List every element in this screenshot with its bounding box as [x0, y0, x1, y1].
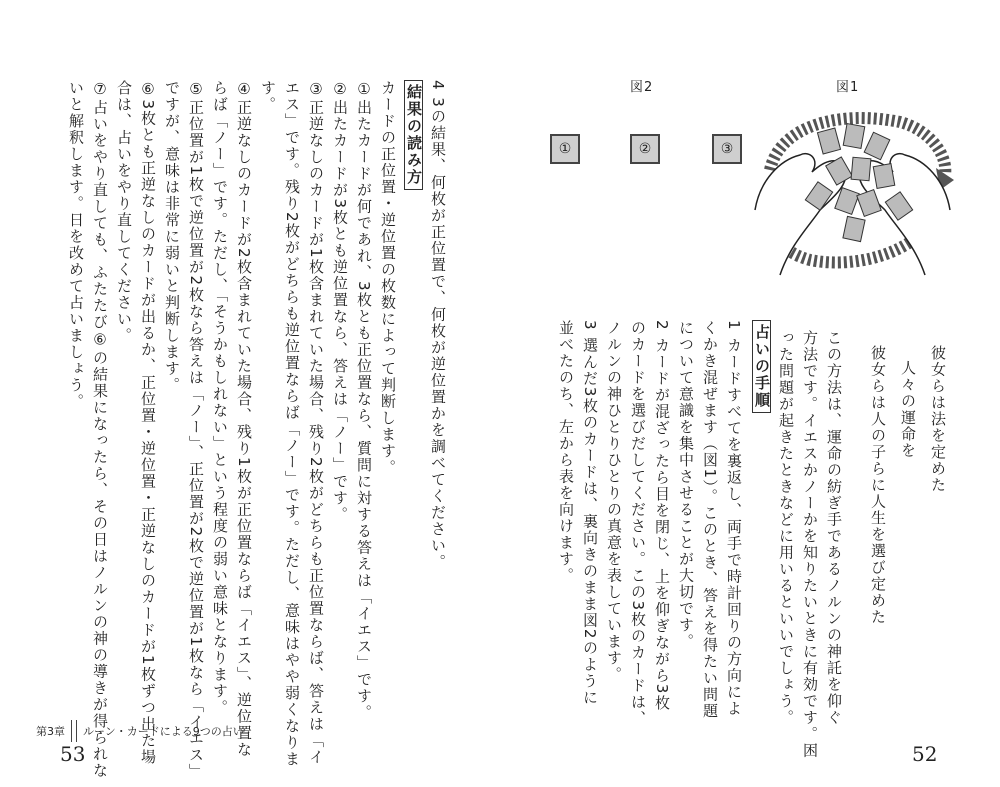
step-col-2: くかき混ぜます（図1）。このとき、答えを得たい問題 [701, 320, 719, 720]
figure-1-illustration [750, 100, 960, 280]
left-col-9: らば「ノー」です。ただし、「そうかもしれない」という程度の弱い意味となります。 [211, 80, 229, 716]
chapter-number: 第3章 [36, 725, 65, 738]
card-3: ③ [712, 134, 742, 164]
left-col-14: ⑦占いをやり直しても、ふたたび⑥の結果になったら、その日はノルンの神の導きが得られな [91, 80, 109, 779]
left-col-7: す。 [259, 80, 277, 113]
left-col-6: エス」です。残り2枚がどちらも逆位置ならば「ノー」です。ただし、意味はやや弱くなりま [283, 80, 301, 768]
left-col-11: ですが、意味は非常に弱いと判断します。 [163, 80, 181, 394]
poem-line-1: 彼女らは法を定めた [929, 345, 947, 494]
left-col-2: カードの正位置・逆位置の枚数によって判断します。 [379, 80, 397, 476]
left-col-13: 合は、占いをやり直してください。 [115, 80, 133, 344]
left-col-5: ③正逆なしのカードが1枚含まれていた場合、残り2枚がどちらも正位置ならば、答えは「イ [307, 80, 325, 766]
right-page-number: 52 [912, 742, 938, 766]
left-col-4: ②出たカードが3枚とも逆位置なら、答えは「ノー」です。 [331, 80, 349, 524]
left-col-1: 4 3の結果、何枚が正位置で、何枚が逆位置かを調べてください。 [429, 80, 447, 571]
left-col-3: ①出たカードが何であれ、3枚とも正位置なら、質問に対する答えは「イエス」です。 [355, 80, 373, 722]
figure-1-label: 図1 [836, 80, 860, 95]
intro-col-2: 方法です。イエスかノーかを知りたいときに有効です。困 [801, 330, 819, 759]
left-col-8: ④正逆なしのカードが2枚含まれていた場合、残り1枚が正位置ならば「イエス」、逆位置な [235, 80, 253, 758]
left-col-12: ⑥3枚とも正逆なしのカードが出るか、正位置・逆位置・正逆なしのカードが1枚ずつ出た場 [139, 80, 157, 766]
left-col-10: ⑤正位置が1枚で逆位置が2枚なら答えは「ノー」、正位置が2枚で逆位置が1枚なら「イエス」 [187, 80, 205, 780]
poem-line-2: 人々の運命を [899, 360, 917, 459]
left-col-15: いと解釈します。日を改めて占いましょう。 [67, 80, 85, 410]
step-col-5: のカードを選びだしてください。この3枚のカードは、 [629, 320, 647, 728]
poem-line-3: 彼女らは人の子らに人生を選び定めた [869, 345, 887, 626]
footer-divider [71, 720, 77, 742]
card-2: ② [630, 134, 660, 164]
chapter-title: ルーン・カードによる9つの占い [83, 725, 244, 738]
step-col-3: について意識を集中させることが大切です。 [677, 320, 695, 650]
intro-col-3: った問題が起きたときなどに用いるといいでしょう。 [777, 330, 795, 726]
left-page-number: 53 [60, 742, 86, 766]
step-col-7: 3 選んだ3枚のカードは、裏向きのまま図2のように [581, 320, 599, 706]
card-1: ① [550, 134, 580, 164]
step-col-1: 1 カードすべてを裏返し、両手で時計回りの方向によ [725, 320, 743, 717]
step-col-8: 並べたのち、左から表を向けます。 [557, 320, 575, 584]
step-col-4: 2 カードが混ざったら目を閉じ、上を仰ぎながら3枚 [653, 320, 671, 712]
figure-2-label: 図2 [630, 80, 654, 95]
result-heading: 結果の読み方 [404, 80, 423, 190]
chapter-footer [36, 720, 244, 742]
step-col-6: ノルンの神ひとりひとりの真意を表しています。 [605, 320, 623, 683]
procedure-heading: 占いの手順 [752, 320, 771, 413]
intro-col-1: この方法は、運命の紡ぎ手であるノルンの神託を仰ぐ [825, 330, 843, 726]
